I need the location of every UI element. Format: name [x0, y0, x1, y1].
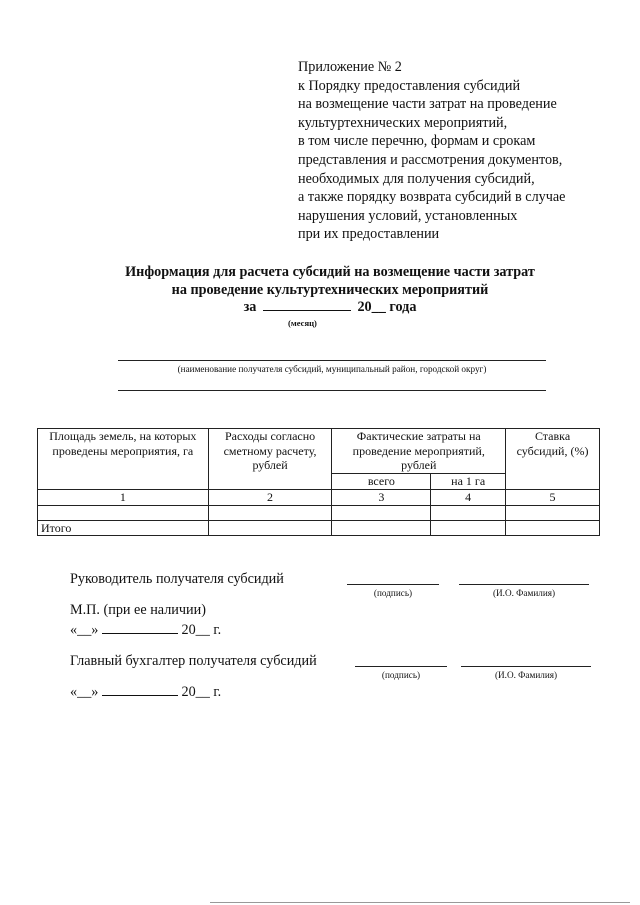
header-actual-total: всего [332, 474, 431, 490]
head-label: Руководитель получателя субсидий [70, 571, 284, 587]
appendix-line: к Порядку предоставления субсидий [298, 77, 521, 94]
date-day: «__» [70, 684, 99, 700]
title-period [40, 299, 620, 317]
head-signature-line [347, 584, 439, 585]
month-caption: (месяц) [288, 318, 317, 328]
date-year: 20__ г. [181, 622, 222, 638]
table-row [38, 505, 600, 520]
appendix-line: в том числе перечню, формам и срокам [298, 133, 536, 150]
data-table [37, 428, 600, 536]
col-number: 5 [506, 490, 600, 506]
date-day: «__» [70, 622, 99, 638]
header-area: Площадь земель, на которых проведены мероприятия, га [38, 429, 209, 490]
table-cell [431, 520, 506, 536]
appendix-line: на возмещение части затрат на проведение [298, 96, 557, 113]
accountant-signature-line [355, 666, 447, 667]
appendix-line: а также порядку возврата субсидий в случае [298, 189, 566, 206]
table-header-row [38, 429, 600, 474]
header-actual: Фактические затраты на проведение мероприятий, рублей [332, 429, 506, 474]
head-name-caption: (И.О. Фамилия) [492, 588, 556, 598]
col-number: 4 [431, 490, 506, 506]
header-actual-per-ha: на 1 га [431, 474, 506, 490]
date-line-1 [70, 622, 221, 639]
table-cell [332, 505, 431, 520]
table-cell [506, 505, 600, 520]
date-year: 20__ г. [181, 684, 222, 700]
document-title [40, 264, 620, 317]
appendix-line: культуртехнических мероприятий, [298, 114, 508, 131]
period-prefix: за [243, 299, 257, 315]
table-cell [208, 520, 332, 536]
appendix-line: нарушения условий, установленных [298, 207, 518, 224]
header-expenses: Расходы согласно сметному расчету, рублей [208, 429, 332, 490]
month-blank [263, 310, 351, 311]
table-cell [208, 505, 332, 520]
header-rate: Ставка субсидий, (%) [506, 429, 600, 490]
date-line-2 [70, 684, 221, 701]
total-label: Итого [38, 520, 209, 536]
recipient-line-2 [118, 390, 546, 391]
period-year: 20__ года [357, 299, 417, 315]
col-number: 3 [332, 490, 431, 506]
table-cell [431, 505, 506, 520]
table-cell [38, 505, 209, 520]
recipient-line [118, 360, 546, 361]
table-cell [332, 520, 431, 536]
table-cell [506, 520, 600, 536]
recipient-caption: (наименование получателя субсидий, муниципальный район, городской округ) [177, 364, 487, 374]
title-line-1: Информация для расчета субсидий на возмещение части затрат [125, 264, 535, 280]
appendix-line: при их предоставлении [298, 226, 440, 243]
page-bottom-rule [210, 902, 630, 903]
appendix-line: Приложение № 2 [298, 59, 402, 75]
col-number: 2 [208, 490, 332, 506]
accountant-name-line [461, 666, 591, 667]
accountant-name-caption: (И.О. Фамилия) [494, 670, 558, 680]
col-number: 1 [38, 490, 209, 506]
appendix-line: необходимых для получения субсидий, [298, 170, 535, 187]
table-total-row [38, 520, 600, 536]
table-number-row [38, 490, 600, 506]
head-signature-caption: (подпись) [373, 588, 413, 598]
date-month-blank [102, 633, 178, 634]
accountant-signature-caption: (подпись) [381, 670, 421, 680]
stamp-label: М.П. (при ее наличии) [70, 602, 206, 618]
date-month-blank [102, 695, 178, 696]
accountant-label: Главный бухгалтер получателя субсидий [70, 653, 317, 669]
appendix-block [298, 58, 618, 244]
head-name-line [459, 584, 589, 585]
title-line-2: на проведение культуртехнических мероприятий [171, 281, 489, 298]
appendix-line: представления и рассмотрения документов, [298, 151, 563, 168]
